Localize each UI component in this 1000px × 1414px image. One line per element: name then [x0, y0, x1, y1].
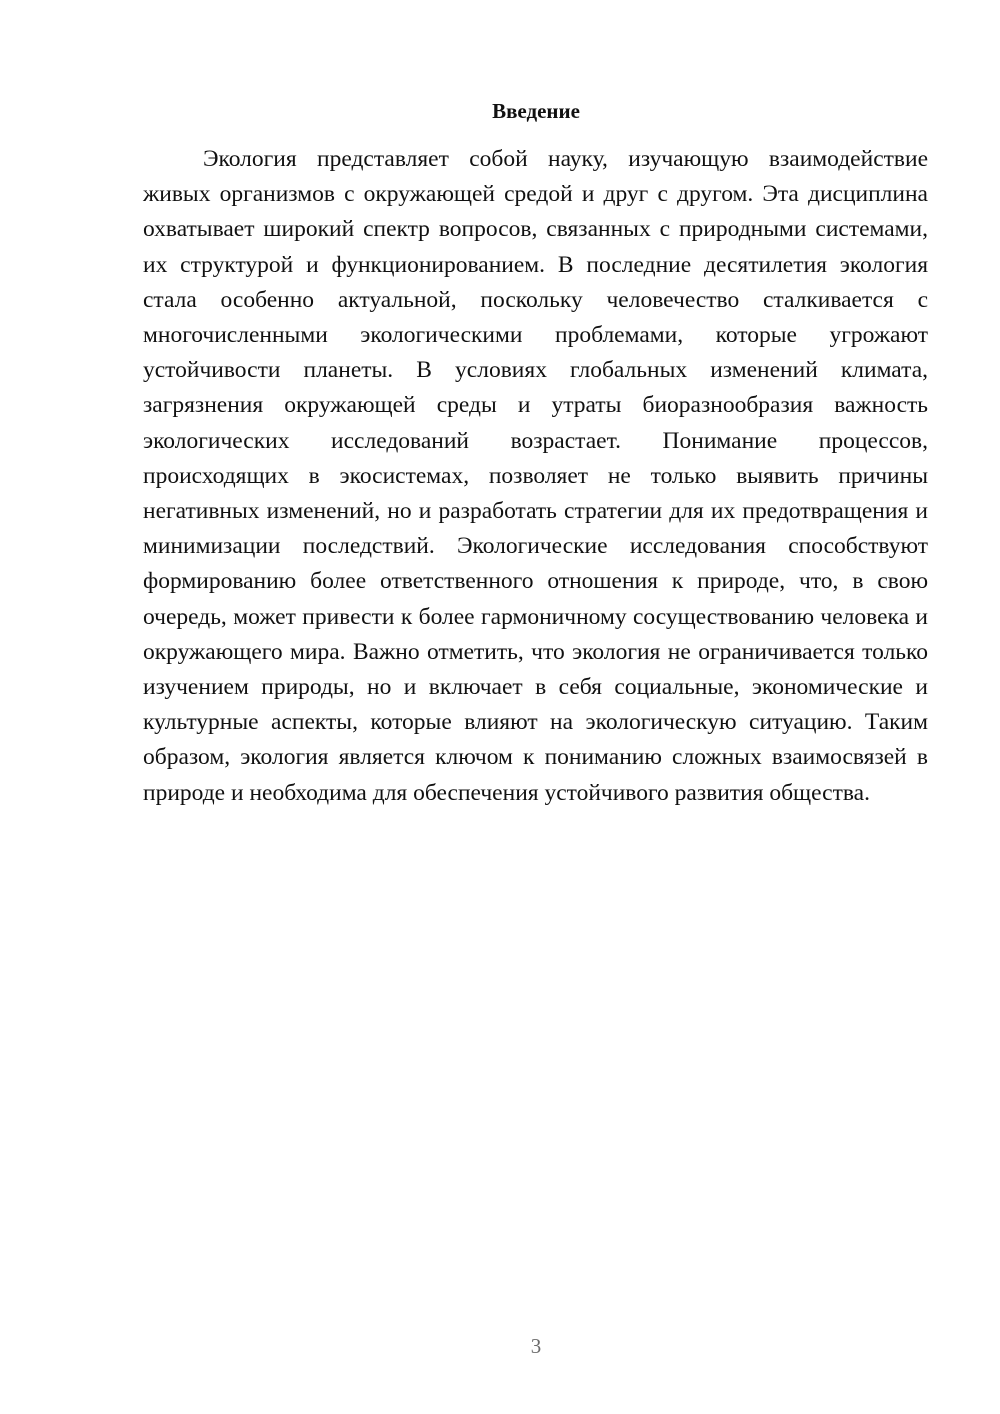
section-title: Введение [492, 99, 580, 123]
body-paragraph: Экология представляет собой науку, изучающую взаимодействие живых организмов с окружающей средой и друг с другом. Эта дисциплина охватывает широкий спектр вопросов, связанных с природными системами, их структурой и функционированием. В последние десятилетия экология стала особенно актуальной, поскольку человечество сталкивается с многочисленными экологическими проблемами, которые угрожают устойчивости планеты. В условиях глобальных изменений климата, загрязнения окружающей среды и утраты биоразнообразия важность экологических исследований возрастает. Понимание процессов, происходящих в экосистемах, позволяет не только выявить причины негативных изменений, но и разработать стратегии для их предотвращения и минимизации последствий. Экологические исследования способствуют формированию более ответственного отношения к природе, что, в свою очередь, может привести к более гармоничному сосуществованию человека и окружающего мира. Важно отметить, что экология не ограничивается только изучением природы, но и включает в себя социальные, экономические и культурные аспекты, которые влияют на экологическую ситуацию. Таким образом, экология является ключом к пониманию сложных взаимосвязей в природе и необходима для обеспечения устойчивого развития общества. [143, 146, 928, 806]
page-number: 3 [530, 1334, 542, 1358]
